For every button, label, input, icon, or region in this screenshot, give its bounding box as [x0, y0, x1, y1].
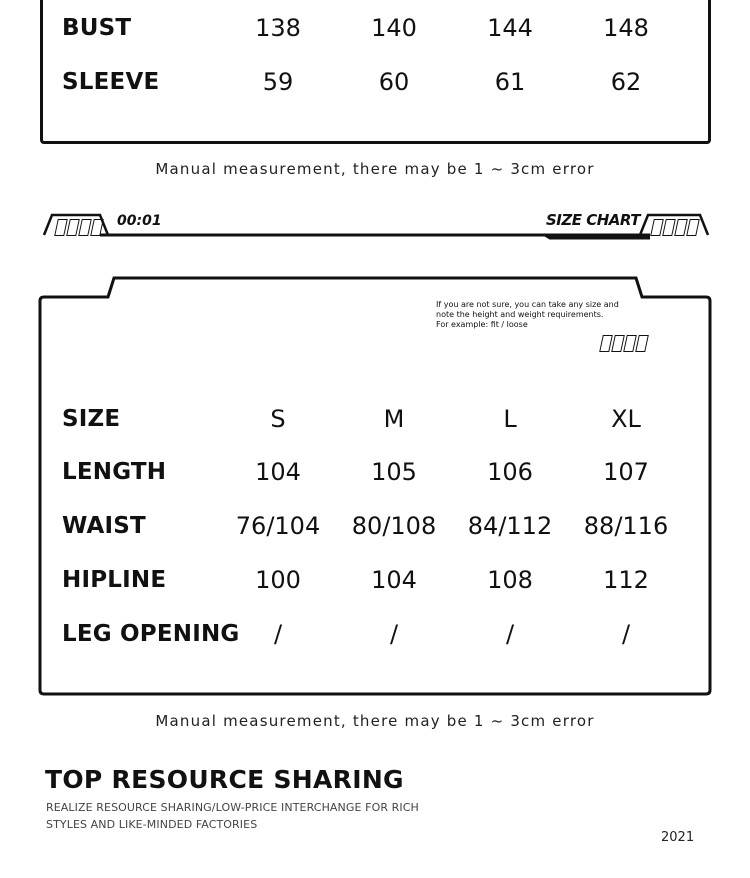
cell-m: 104 [371, 566, 417, 594]
cell-l: 61 [494, 68, 526, 96]
table-row-bust [0, 8, 750, 48]
cell-m: / [389, 620, 399, 648]
size-hint [436, 300, 619, 330]
cell-s: 59 [262, 68, 294, 96]
cell-l: L [503, 405, 517, 433]
cell-m: 105 [371, 458, 417, 486]
cell-m: 80/108 [351, 512, 437, 540]
cell-s: 138 [255, 14, 301, 42]
row-label: LENGTH [62, 459, 167, 485]
cell-l: 108 [487, 566, 533, 594]
row-label: SLEEVE [62, 69, 160, 95]
table-row-size [0, 399, 750, 439]
cell-l: 144 [487, 14, 533, 42]
row-label: WAIST [62, 513, 146, 539]
measurement-note-bottom: Manual measurement, there may be 1 ~ 3cm error [155, 712, 595, 730]
cell-m: 140 [371, 14, 417, 42]
hint-line: note the height and weight requirements. [436, 310, 604, 319]
footer-title: TOP RESOURCE SHARING [45, 765, 404, 794]
cell-xl: XL [611, 405, 641, 433]
table-row-waist [0, 506, 750, 546]
footer-subtitle-line2: STYLES AND LIKE-MINDED FACTORIES [46, 818, 258, 831]
cell-s: S [270, 405, 286, 433]
row-label: HIPLINE [62, 567, 167, 593]
hint-line: If you are not sure, you can take any size and [436, 300, 619, 309]
left-glyph-icon [56, 219, 102, 236]
cell-xl: 62 [610, 68, 642, 96]
cell-xl: 107 [603, 458, 649, 486]
table-row-hipline [0, 560, 750, 600]
cell-xl: / [621, 620, 631, 648]
cell-l: / [505, 620, 515, 648]
table-row-leg-opening [0, 614, 750, 654]
cell-s: / [273, 620, 283, 648]
right-glyph-icon [652, 219, 698, 236]
table-row-sleeve [0, 62, 750, 102]
cell-l: 84/112 [467, 512, 553, 540]
row-label: LEG OPENING [62, 621, 240, 647]
footer-subtitle-line1: REALIZE RESOURCE SHARING/LOW-PRICE INTERCHANGE FOR RICH [46, 801, 419, 814]
cell-xl: 112 [603, 566, 649, 594]
cell-s: 76/104 [235, 512, 321, 540]
row-label: SIZE [62, 406, 121, 432]
cell-xl: 88/116 [583, 512, 669, 540]
size-chart-label: SIZE CHART [546, 211, 641, 229]
row-label: BUST [62, 15, 132, 41]
measurement-note-top: Manual measurement, there may be 1 ~ 3cm error [155, 160, 595, 178]
cell-xl: 148 [603, 14, 649, 42]
cell-l: 106 [487, 458, 533, 486]
hint-line: For example: fit / loose [436, 320, 528, 329]
cell-s: 104 [255, 458, 301, 486]
footer-year: 2021 [661, 830, 695, 845]
cell-m: 60 [378, 68, 410, 96]
chart-glyph-icon [601, 335, 647, 352]
cell-m: M [383, 405, 405, 433]
table-row-length [0, 452, 750, 492]
cell-s: 100 [255, 566, 301, 594]
time-label: 00:01 [117, 213, 162, 229]
